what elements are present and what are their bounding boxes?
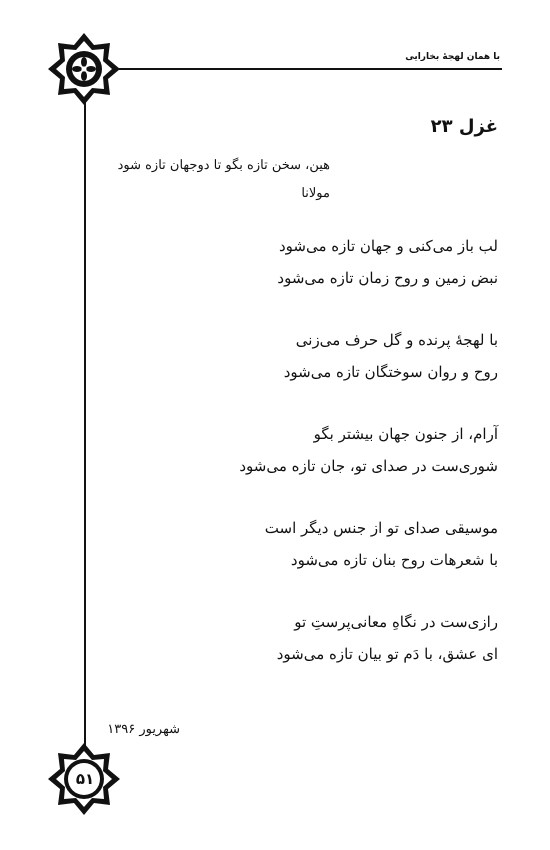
verse-line: روح و روان سوختگان تازه می‌شود: [283, 363, 498, 381]
couplet: [98, 418, 498, 482]
epigraph-quote: هین، سخن تازه بگو تا دوجهان تازه شود: [117, 158, 330, 173]
poem-title: غزل ۲۳: [430, 116, 498, 137]
couplet: [98, 230, 498, 294]
top-rule: [84, 68, 502, 70]
couplet: [98, 512, 498, 576]
poem-date: شهریور ۱۳۹۶: [107, 722, 180, 737]
running-head: با همان لهجهٔ بخارایی: [405, 52, 500, 62]
epigraph-author: مولانا: [301, 186, 330, 201]
verse-line: شوری‌ست در صدای تو، جان تازه می‌شود: [239, 457, 498, 475]
page-number: ۵۱: [75, 770, 95, 788]
verse-line: با لهجهٔ پرنده و گل حرف می‌زنی: [295, 331, 498, 349]
verse-line: ای عشق، با دَم تو بیان تازه می‌شود: [276, 645, 498, 663]
floral-rosette-icon: [45, 30, 123, 108]
poem-body: [98, 230, 498, 700]
couplet: [98, 606, 498, 670]
verse-line: با شعرهات روح بنان تازه می‌شود: [290, 551, 498, 569]
verse-line: نبض زمین و روح زمان تازه می‌شود: [277, 269, 498, 287]
verse-line: لب باز می‌کنی و جهان تازه می‌شود: [278, 237, 498, 255]
verse-line: رازی‌ست در نگاهِ معانی‌پرستِ تو: [294, 613, 498, 631]
side-rule: [84, 68, 86, 768]
verse-line: موسیقی صدای تو از جنس دیگر است: [264, 519, 498, 537]
couplet: [98, 324, 498, 388]
verse-line: آرام، از جنون جهان بیشتر بگو: [313, 425, 498, 443]
